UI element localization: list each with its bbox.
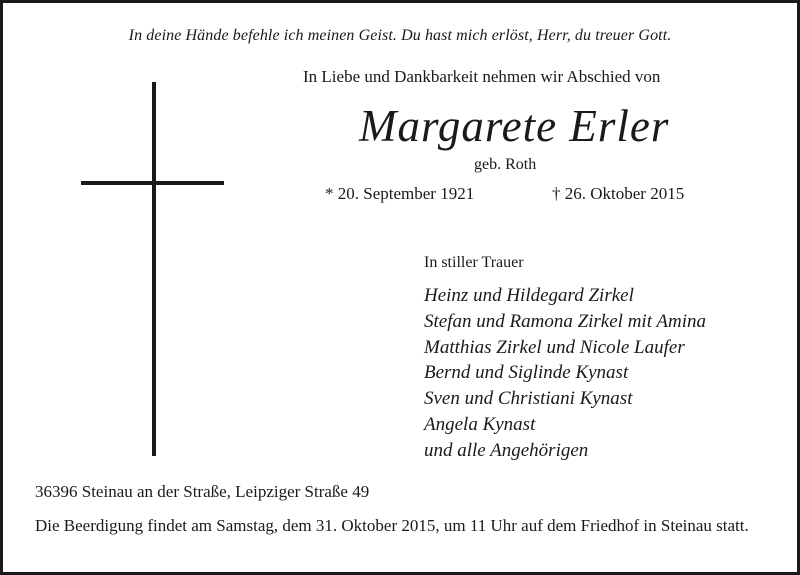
address: 36396 Steinau an der Straße, Leipziger Straße 49	[35, 482, 370, 501]
funeral-info: Die Beerdigung findet am Samstag, dem 31. Oktober 2015, um 11 Uhr auf dem Friedhof in Steinau statt.	[35, 516, 749, 535]
mourner-item: Sven und Christiani Kynast	[424, 388, 633, 410]
mourning-heading: In stiller Trauer	[424, 254, 524, 271]
mourner-item: Stefan und Ramona Zirkel mit Amina	[424, 310, 706, 332]
cross-horizontal-bar	[81, 181, 224, 185]
mourner-item: Angela Kynast	[424, 413, 536, 435]
life-dates	[325, 184, 685, 204]
bible-verse: In deine Hände befehle ich meinen Geist. Du hast mich erlöst, Herr, du treuer Gott.	[128, 27, 672, 44]
mourner-item: Heinz und Hildegard Zirkel	[424, 285, 634, 306]
deceased-name: Margarete Erler	[359, 101, 670, 151]
farewell-intro: In Liebe und Dankbarkeit nehmen wir Abschied von	[303, 67, 661, 86]
mourner-item: Bernd und Siglinde Kynast	[424, 362, 629, 384]
maiden-name: geb. Roth	[474, 156, 537, 173]
mourner-item: Matthias Zirkel und Nicole Laufer	[424, 336, 685, 358]
mourners-list	[424, 283, 706, 464]
death-date: † 26. Oktober 2015	[552, 184, 685, 203]
cross-vertical-bar	[152, 82, 156, 456]
mourner-item: und alle Angehörigen	[424, 439, 589, 461]
birth-date: * 20. September 1921	[325, 184, 475, 203]
